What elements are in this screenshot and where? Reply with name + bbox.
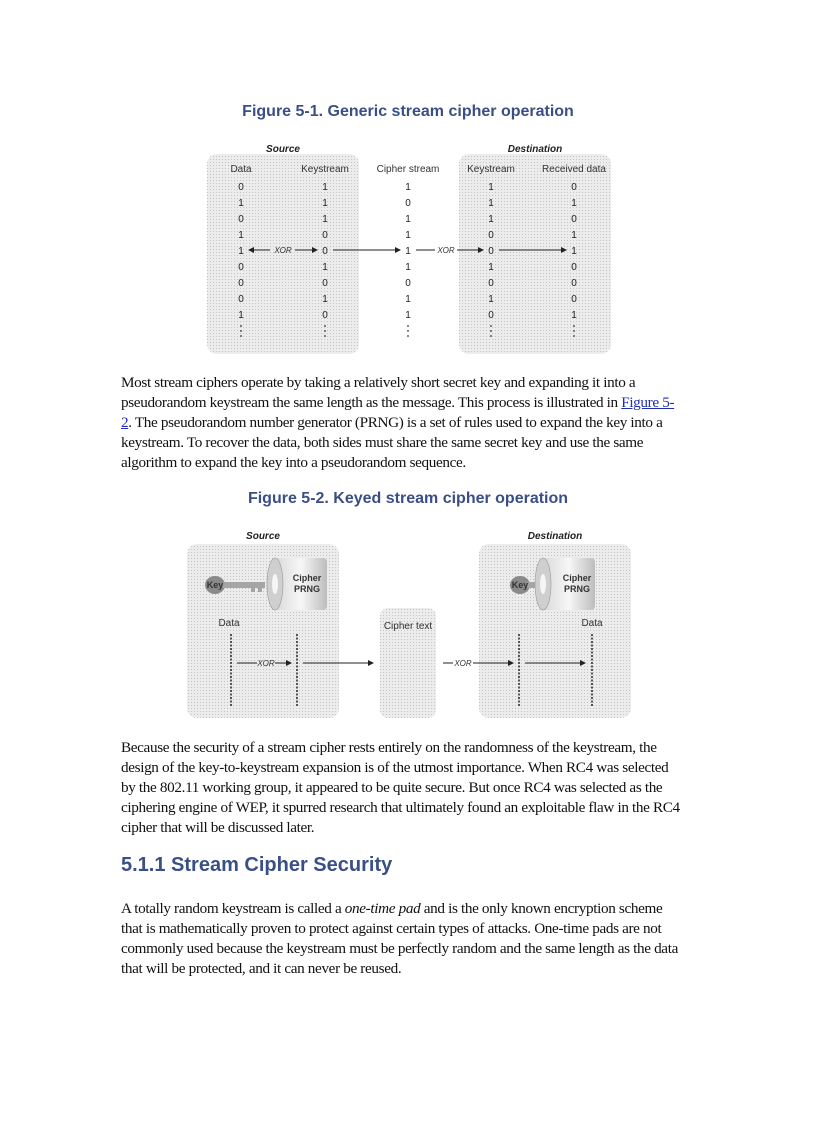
key-label: Key (206, 580, 224, 590)
data-label-destination: Data (581, 618, 603, 629)
svg-text:0: 0 (322, 278, 328, 289)
svg-text:0: 0 (571, 214, 577, 225)
key-label-destination: Key (511, 580, 529, 590)
svg-text:0: 0 (238, 294, 244, 305)
svg-text:1: 1 (405, 246, 411, 257)
svg-text:0: 0 (238, 278, 244, 289)
svg-text:1: 1 (238, 310, 244, 321)
svg-text:1: 1 (488, 214, 494, 225)
svg-text:0: 0 (238, 262, 244, 273)
svg-text:1: 1 (488, 182, 494, 193)
figure-caption-5-2: Figure 5-2. Keyed stream cipher operation (247, 490, 569, 507)
keyed-stream-cipher-diagram (185, 528, 635, 721)
one-time-pad-term: one-time pad (344, 900, 421, 917)
source-label: Source (246, 531, 280, 542)
svg-text:0: 0 (238, 214, 244, 225)
cipher-label: Cipher (292, 573, 322, 583)
svg-text:1: 1 (238, 198, 244, 209)
section-title: 5.1.1 Stream Cipher Security (121, 854, 393, 876)
paragraph-keystream-security: Because the security of a stream cipher rests entirely on the randomness of the keystream, the design of the key-to-keystream expansion is of the utmost importance. When RC4 was selected by the 802.11 working group, it appeared to be quite secure. But once RC4 was selected as the ciphering engine of WEP, it spurred research that ultimately found an exploitable flaw in the RC4 cipher that will be discussed later. (121, 739, 680, 836)
prng-label: PRNG (293, 584, 321, 594)
svg-text:1: 1 (405, 294, 411, 305)
destination-label: Destination (507, 144, 563, 155)
svg-text:1: 1 (488, 198, 494, 209)
stream-cipher-diagram (195, 138, 620, 356)
svg-text:1: 1 (322, 182, 328, 193)
ciphertext-label: Cipher text (383, 621, 433, 632)
xor-label-destination: XOR (437, 246, 455, 255)
svg-text:0: 0 (571, 262, 577, 273)
svg-text:1: 1 (322, 198, 328, 209)
svg-text:1: 1 (405, 310, 411, 321)
svg-text:0: 0 (322, 246, 328, 257)
column-received-data: Received data (542, 164, 606, 175)
svg-text:0: 0 (405, 198, 411, 209)
svg-text:1: 1 (571, 198, 577, 209)
svg-text:1: 1 (322, 262, 328, 273)
svg-text:0: 0 (488, 230, 494, 241)
svg-text:1: 1 (405, 182, 411, 193)
xor-label-destination: XOR (454, 659, 472, 668)
svg-text:1: 1 (238, 230, 244, 241)
cipher-label-destination: Cipher (562, 573, 592, 583)
svg-text:0: 0 (571, 294, 577, 305)
figure-caption-5-1: Figure 5-1. Generic stream cipher operation (242, 103, 574, 120)
column-cipher-stream: Cipher stream (376, 164, 440, 175)
paragraph-stream-ciphers: Most stream ciphers operate by taking a relatively short secret key and expanding it into a pseudorandom keystream the same length as the message. This process is illustrated in Figure 5-2. The pseudorandom number generator (PRNG) is a set of rules used to expand the key into a keystream. To recover the data, both sides must share the same secret key and use the same algorithm to expand the key into a pseudorandom sequence. (121, 374, 675, 471)
svg-text:1: 1 (405, 214, 411, 225)
destination-label: Destination (527, 531, 583, 542)
svg-text:0: 0 (238, 182, 244, 193)
column-keystream-dest: Keystream (467, 164, 515, 175)
svg-text:1: 1 (405, 230, 411, 241)
svg-text:1: 1 (571, 230, 577, 241)
svg-text:1: 1 (322, 294, 328, 305)
svg-text:0: 0 (488, 246, 494, 257)
prng-label-destination: PRNG (563, 584, 591, 594)
figure-5-2-link[interactable]: Figure 5-2 (121, 394, 675, 431)
svg-text:0: 0 (322, 230, 328, 241)
svg-text:0: 0 (571, 182, 577, 193)
svg-text:1: 1 (405, 262, 411, 273)
svg-text:1: 1 (238, 246, 244, 257)
paragraph-one-time-pad: A totally random keystream is called a one-time pad and is the only known encryption scheme that is mathematically proven to protect against certain types of attacks. One-time pads are not commonly used because the keystream must be perfectly random and the same length as the data that will be protected, and it can never be reused. (121, 900, 678, 977)
xor-label-source: XOR (257, 659, 275, 668)
svg-text:0: 0 (488, 278, 494, 289)
destination-panel (459, 154, 611, 354)
svg-text:1: 1 (571, 246, 577, 257)
svg-text:0: 0 (322, 310, 328, 321)
svg-text:1: 1 (322, 214, 328, 225)
svg-text:0: 0 (488, 310, 494, 321)
source-label: Source (266, 144, 300, 155)
column-keystream: Keystream (301, 164, 349, 175)
svg-text:1: 1 (488, 294, 494, 305)
svg-text:1: 1 (488, 262, 494, 273)
svg-text:1: 1 (571, 310, 577, 321)
svg-text:0: 0 (571, 278, 577, 289)
column-data: Data (230, 164, 252, 175)
svg-text:0: 0 (405, 278, 411, 289)
data-label: Data (218, 618, 240, 629)
xor-label-source: XOR (274, 246, 292, 255)
